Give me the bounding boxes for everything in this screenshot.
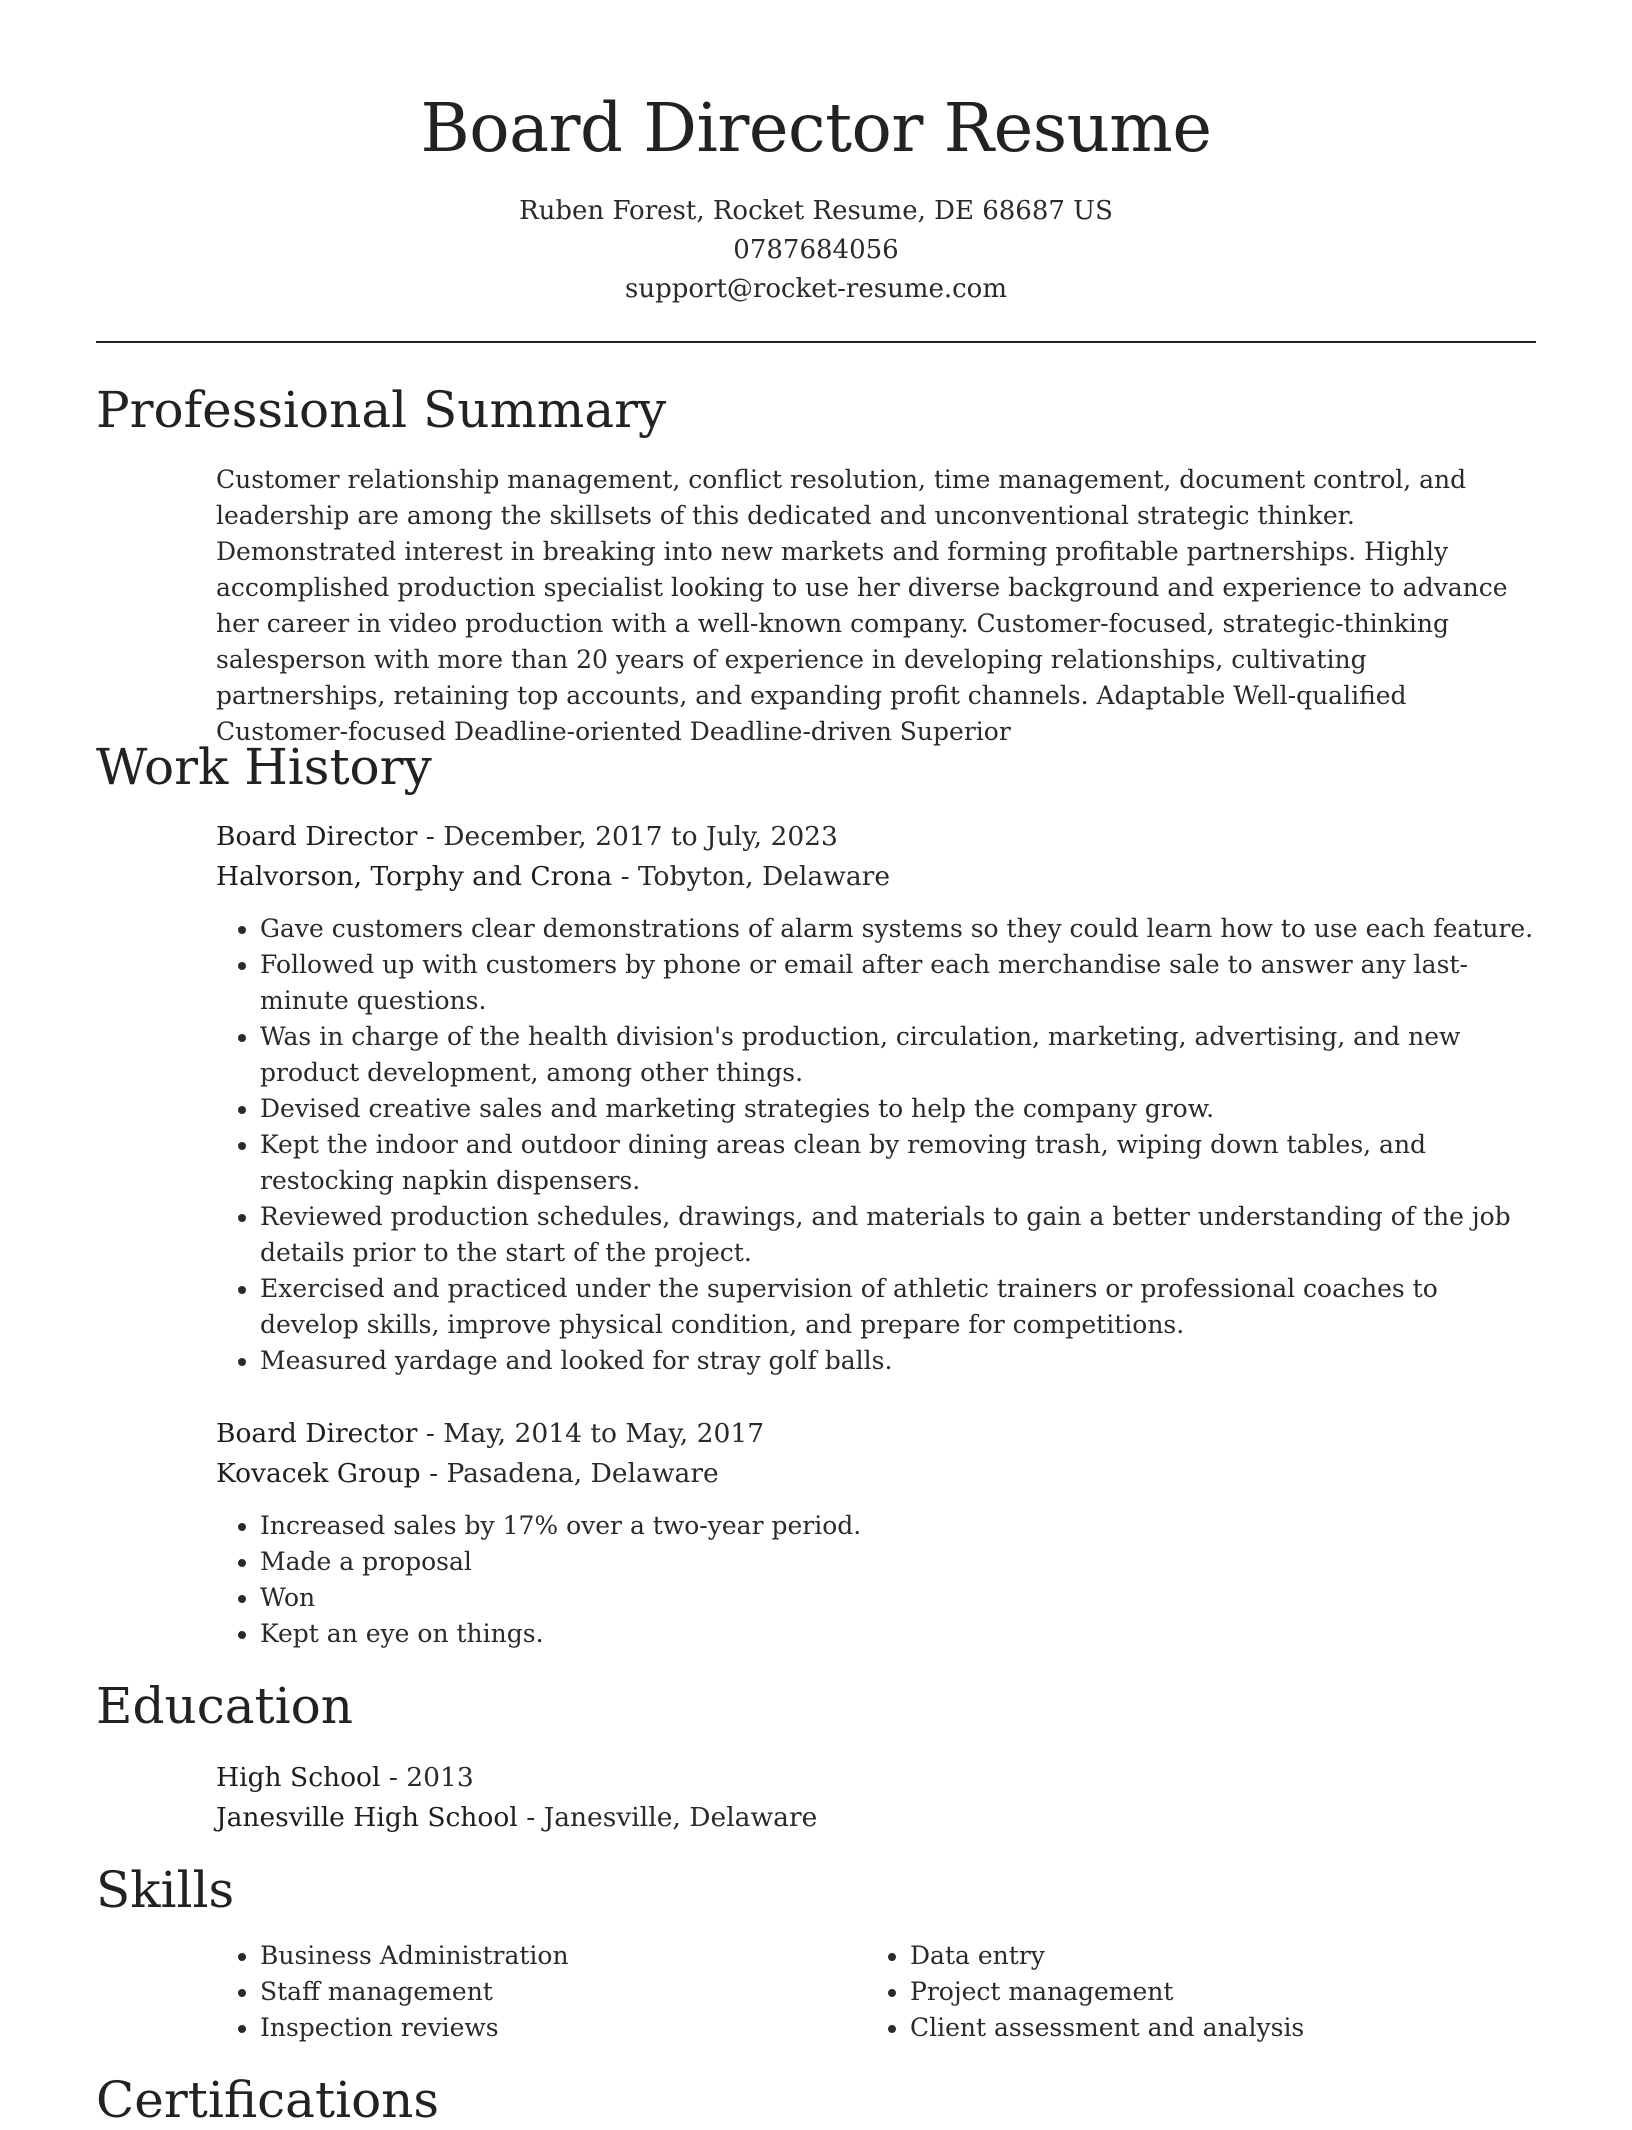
list-item: • Exercised and practiced under the supervision of athletic trainers or professional coaches to develop skills, improve physical condition, and prepare for competitions.	[260, 1271, 1536, 1343]
list-item: • Measured yardage and looked for stray golf balls.	[260, 1343, 1536, 1379]
list-item: • Data entry	[910, 1938, 1516, 1974]
job-dates: - December, 2017 to July, 2023	[417, 821, 838, 852]
list-item: • Client assessment and analysis	[910, 2010, 1516, 2046]
list-item: • Gave customers clear demonstrations of alarm systems so they could learn how to use each feature.	[260, 911, 1536, 947]
job-company: Kovacek Group	[216, 1458, 421, 1489]
job-title: Board Director	[216, 1418, 418, 1449]
list-item: • Was in charge of the health division's production, circulation, marketing, advertising, and new product development, among other things.	[260, 1019, 1536, 1091]
list-item: • Devised creative sales and marketing strategies to help the company grow.	[260, 1091, 1536, 1127]
education-heading: Education	[96, 1677, 353, 1735]
job-title-line	[216, 1414, 1536, 1454]
list-item: • Inspection reviews	[260, 2010, 866, 2046]
job-title: Board Director	[216, 821, 418, 852]
job-bullets	[216, 1508, 1536, 1652]
education-location: - Janesville, Delaware	[517, 1802, 818, 1833]
skills-list-left	[216, 1938, 866, 2046]
resume-header	[0, 0, 1632, 309]
education-degree: High School	[216, 1762, 381, 1793]
education-school: Janesville High School	[216, 1802, 518, 1833]
list-item: • Won	[260, 1580, 1536, 1616]
job-company-line	[216, 1454, 1536, 1494]
list-item: • Business Administration	[260, 1938, 866, 1974]
page-title: Board Director Resume	[420, 89, 1212, 167]
job-bullets	[216, 911, 1536, 1379]
list-item: • Reviewed production schedules, drawings, and materials to gain a better understanding of the job details prior to the start of the project.	[260, 1199, 1536, 1271]
job-dates: - May, 2014 to May, 2017	[417, 1418, 765, 1449]
list-item: • Project management	[910, 1974, 1516, 2010]
list-item: • Made a proposal	[260, 1544, 1536, 1580]
work-history-heading: Work History	[96, 738, 432, 796]
skills-columns	[216, 1938, 1536, 2046]
job-location: - Tobyton, Delaware	[612, 861, 891, 892]
contact-block	[0, 192, 1632, 309]
contact-address: Ruben Forest, Rocket Resume, DE 68687 US	[519, 196, 1113, 226]
summary-heading: Professional Summary	[96, 381, 667, 439]
job-location: - Pasadena, Delaware	[420, 1458, 719, 1489]
education-school-line	[216, 1798, 1536, 1838]
education-entry	[216, 1758, 1536, 1838]
job-entry	[216, 1414, 1536, 1652]
education-degree-line	[216, 1758, 1536, 1798]
job-title-line	[216, 817, 1536, 857]
job-entry	[216, 817, 1536, 1379]
list-item: • Kept the indoor and outdoor dining areas clean by removing trash, wiping down tables, and restocking napkin dispensers.	[260, 1127, 1536, 1199]
education-year: - 2013	[380, 1762, 474, 1793]
list-item: • Kept an eye on things.	[260, 1616, 1536, 1652]
contact-email: support@rocket-resume.com	[624, 274, 1007, 304]
skills-list-right	[866, 1938, 1516, 2046]
job-company-line	[216, 857, 1536, 897]
skills-heading: Skills	[96, 1861, 235, 1919]
list-item: • Followed up with customers by phone or email after each merchandise sale to answer any last-minute questions.	[260, 947, 1536, 1019]
job-company: Halvorson, Torphy and Crona	[216, 861, 613, 892]
summary-text: Customer relationship management, conflict resolution, time management, document control, and leadership are among the skillsets of this dedicated and unconventional strategic thinker. Demonstrated interest in breaking into new markets and forming profitable partnerships. Highly accomplished production specialist looking to use her diverse background and experience to advance her career in video production with a well-known company. Customer-focused, strategic-thinking salesperson with more than 20 years of experience in developing relationships, cultivating partnerships, retaining top accounts, and expanding profit channels. Adaptable Well-qualified Customer-focused Deadline-oriented Deadline-driven Superior	[216, 465, 1508, 746]
header-divider	[96, 341, 1536, 343]
certifications-heading: Certifications	[96, 2071, 440, 2129]
contact-phone: 0787684056	[733, 235, 899, 265]
list-item: • Staff management	[260, 1974, 866, 2010]
list-item: • Increased sales by 17% over a two-year period.	[260, 1508, 1536, 1544]
